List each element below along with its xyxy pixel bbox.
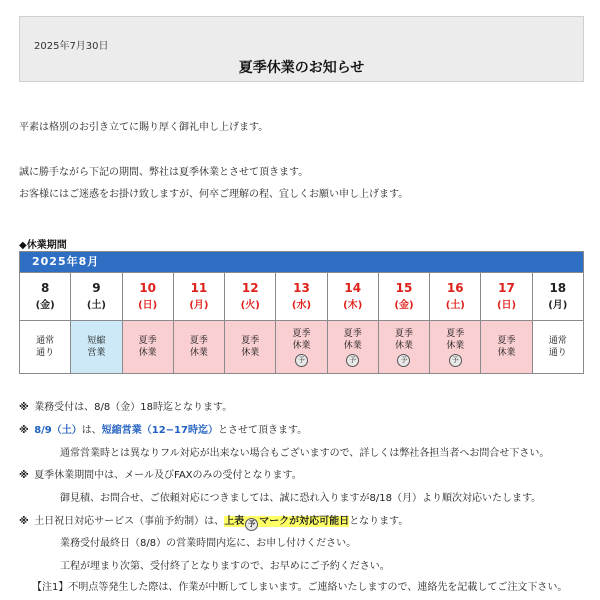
note-4-text: 土日祝日対応サービス（事前予約制）は、 — [34, 516, 225, 527]
calendar-weekday: (金) — [394, 299, 414, 311]
reservation-badge-icon: 予 — [346, 354, 359, 367]
calendar-weekday: (日) — [496, 299, 517, 311]
calendar-day-number: 15 — [395, 280, 413, 295]
note-2-tail: とさせて頂きます。 — [217, 425, 308, 436]
calendar-status-cell — [378, 320, 429, 373]
holiday-calendar — [19, 251, 584, 374]
reservation-badge-icon: 予 — [245, 518, 258, 531]
calendar-status-cell — [70, 320, 121, 373]
calendar-day-cell — [429, 272, 480, 320]
calendar-status-cell — [480, 320, 531, 373]
calendar-status-cell — [532, 320, 583, 373]
calendar-day-number: 11 — [190, 280, 208, 295]
calendar-day-cell — [378, 272, 429, 320]
note-2-sub: 通常営業時とは異なりフル対応が出来ない場合もございますので、詳しくは弊社各担当者へお問合せ下さい。 — [60, 448, 550, 459]
note-2 — [19, 421, 307, 436]
footer-note: 【注1】不明点等発生した際は、作業が中断してしまいます。ご連絡いたしますので、連絡先を記載してご注文下さい。 — [32, 582, 568, 593]
note-4 — [19, 512, 408, 531]
calendar-status-text: 営業 — [87, 348, 106, 358]
note-1 — [19, 398, 232, 413]
calendar-status-text: 休業 — [446, 340, 465, 351]
calendar-status-cell — [173, 320, 224, 373]
note-4-sub-1: 業務受付最終日（8/8）の営業時間内迄に、お申し付けください。 — [60, 538, 357, 549]
calendar-weekday: (水) — [291, 299, 312, 311]
calendar-status-text: 夏季 — [446, 328, 465, 339]
reservation-badge-icon: 予 — [295, 354, 308, 367]
calendar-day-number: 8 — [40, 280, 50, 295]
reservation-badge-icon: 予 — [397, 354, 410, 367]
calendar-status-text: 夏季 — [394, 328, 413, 339]
note-mark: ※ — [19, 470, 29, 481]
calendar-day-number: 16 — [446, 280, 464, 295]
calendar-day-cell — [480, 272, 531, 320]
calendar-status-text: 通り — [548, 348, 567, 358]
note-4-highlight-b: マークが対応可能日 — [259, 516, 350, 527]
calendar-weekday: (月) — [548, 299, 568, 311]
notice-header — [19, 16, 584, 82]
intro-line-2: 誠に勝手ながら下記の期間、弊社は夏季休業とさせて頂きます。 — [19, 167, 309, 178]
note-3-sub: 御見積、お問合せ、ご依頼対応につきましては、誠に恐れ入りますが8/18（月）より順次対応いたします。 — [60, 493, 542, 504]
calendar-status-cell — [327, 320, 378, 373]
calendar-day-cell — [20, 272, 70, 320]
page-title: 夏季休業のお知らせ — [238, 60, 365, 76]
calendar-status-text: 休業 — [138, 348, 157, 358]
calendar-day-cell — [224, 272, 275, 320]
calendar-weekday: (土) — [445, 299, 465, 311]
calendar-status-text: 休業 — [343, 340, 362, 351]
calendar-day-row — [20, 272, 583, 320]
note-2-text: は、 — [81, 425, 102, 436]
calendar-weekday: (土) — [86, 299, 106, 311]
note-mark: ※ — [19, 516, 29, 527]
intro-line-3: お客様にはご迷惑をお掛け致しますが、何卒ご理解の程、宜しくお願い申し上げます。 — [19, 189, 409, 200]
calendar-status-cell — [224, 320, 275, 373]
calendar-day-cell — [173, 272, 224, 320]
calendar-day-cell — [70, 272, 121, 320]
note-4-tail: となります。 — [349, 516, 409, 527]
calendar-status-text: 夏季 — [292, 328, 311, 339]
note-mark: ※ — [19, 425, 29, 436]
calendar-status-text: 夏季 — [343, 328, 362, 339]
calendar-weekday: (金) — [35, 299, 55, 311]
calendar-status-text: 夏季 — [241, 336, 260, 346]
note-3-text: 夏季休業期間中は、メール及びFAXのみの受付となります。 — [34, 470, 302, 481]
note-4-sub-2: 工程が埋まり次第、受付終了となりますので、お早めにご予約ください。 — [60, 561, 390, 572]
calendar-status-text: 休業 — [241, 348, 260, 358]
calendar-weekday: (日) — [138, 299, 158, 311]
note-mark: ※ — [19, 402, 29, 413]
calendar-status-text: 通り — [36, 348, 55, 358]
note-3 — [19, 466, 302, 481]
calendar-day-number: 12 — [241, 280, 259, 295]
calendar-weekday: (木) — [343, 299, 363, 311]
calendar-month: 2025年8月 — [20, 252, 583, 272]
note-2-date: 8/9（土） — [34, 425, 82, 436]
calendar-day-cell — [327, 272, 378, 320]
calendar-weekday: (月) — [189, 299, 209, 311]
section-label: ◆休業期間 — [19, 240, 67, 251]
intro-line-1: 平素は格別のお引き立てに賜り厚く御礼申し上げます。 — [19, 122, 269, 133]
note-4-highlight — [224, 516, 349, 527]
calendar-status-text: 通常 — [36, 336, 55, 346]
calendar-day-cell — [122, 272, 173, 320]
calendar-day-cell — [275, 272, 326, 320]
calendar-status-text: 夏季 — [189, 336, 208, 346]
calendar-day-number: 13 — [293, 280, 310, 295]
calendar-status-cell — [275, 320, 326, 373]
note-1-text: 業務受付は、8/8（金）18時迄となります。 — [34, 402, 233, 413]
calendar-day-number: 10 — [139, 280, 157, 295]
calendar-status-text: 休業 — [189, 348, 208, 358]
reservation-badge-icon: 予 — [449, 354, 462, 367]
calendar-status-text: 夏季 — [497, 336, 516, 346]
calendar-day-number: 17 — [498, 280, 515, 295]
calendar-status-text: 通常 — [548, 336, 567, 346]
calendar-status-cell — [20, 320, 70, 373]
calendar-status-text: 休業 — [292, 340, 311, 351]
calendar-status-text: 夏季 — [138, 336, 157, 346]
calendar-status-cell — [429, 320, 480, 373]
calendar-day-cell — [532, 272, 583, 320]
calendar-day-number: 18 — [549, 280, 567, 295]
calendar-day-number: 9 — [92, 280, 101, 295]
notice-date: 2025年7月30日 — [34, 41, 109, 52]
note-2-short-hours: 短縮営業（12−17時迄） — [101, 425, 218, 436]
calendar-status-row — [20, 320, 583, 373]
calendar-status-text: 休業 — [394, 340, 413, 351]
calendar-status-text: 休業 — [497, 348, 516, 358]
calendar-day-number: 14 — [344, 280, 362, 295]
calendar-status-cell — [122, 320, 173, 373]
note-4-highlight-a: 上表 — [224, 516, 245, 527]
calendar-weekday: (火) — [240, 299, 260, 311]
calendar-status-text: 短縮 — [87, 336, 106, 346]
